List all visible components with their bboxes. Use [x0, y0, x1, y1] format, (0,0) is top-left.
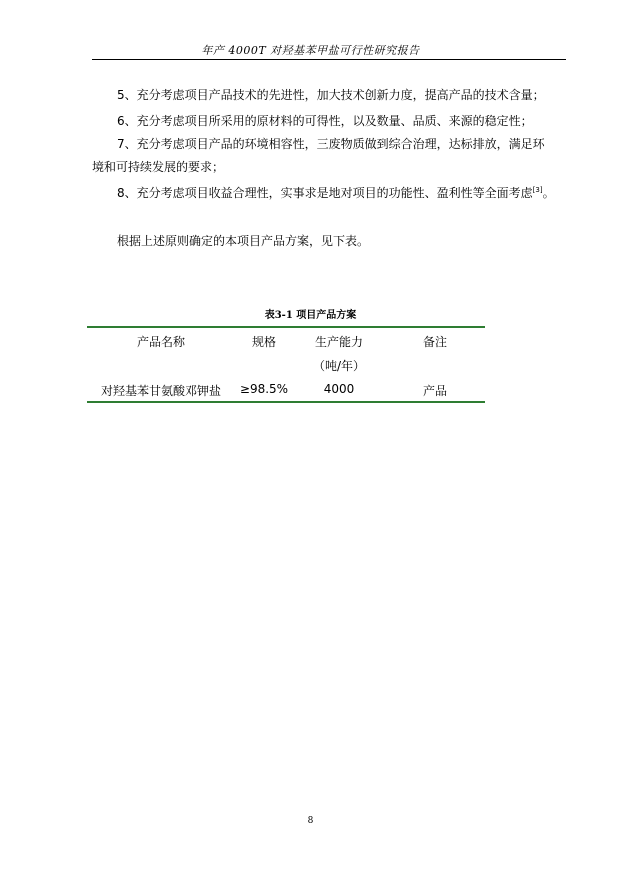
paragraph-item-8-text: 8、充分考虑项目收益合理性，实事求是地对项目的功能性、盈利性等全面考虑 [117, 186, 533, 200]
table-top-rule [87, 326, 485, 328]
paragraph-item-7-line2: 境和可持续发展的要求； [92, 160, 225, 174]
paragraph-item-8 [117, 180, 555, 206]
table-bottom-rule [87, 401, 485, 403]
table-header-spec: 规格 [251, 335, 276, 349]
citation-reference: [3] [532, 186, 543, 194]
paragraph-table-intro: 根据上述原则确定的本项目产品方案，见下表。 [117, 234, 370, 248]
table-cell-note: 产品 [422, 384, 447, 398]
table-header-capacity: 生产能力 [314, 335, 363, 349]
table-cell-capacity: 4000 [323, 382, 355, 396]
table-cell-product-name: 对羟基苯甘氨酸邓钾盐 [100, 384, 221, 398]
header-divider [92, 59, 566, 60]
table-header-capacity-unit: （吨/年） [312, 359, 366, 373]
table-header-name: 产品名称 [136, 335, 185, 349]
page-number: 8 [307, 816, 314, 826]
table-header-note: 备注 [422, 335, 447, 349]
table-caption: 表3-1 项目产品方案 [264, 310, 357, 321]
paragraph-item-7-line1: 7、充分考虑项目产品的环境相容性，三废物质做到综合治理，达标排放，满足环 [117, 137, 545, 151]
table-cell-spec: ≥98.5% [239, 382, 289, 396]
page-header-title: 年产 4000T 对羟基苯甲盐可行性研究报告 [201, 44, 420, 57]
paragraph-item-6: 6、充分考虑项目所采用的原材料的可得性，以及数量、品质、来源的稳定性； [117, 114, 533, 128]
paragraph-item-5: 5、充分考虑项目产品技术的先进性，加大技术创新力度，提高产品的技术含量； [117, 88, 545, 102]
paragraph-item-8-end: 。 [542, 186, 555, 200]
